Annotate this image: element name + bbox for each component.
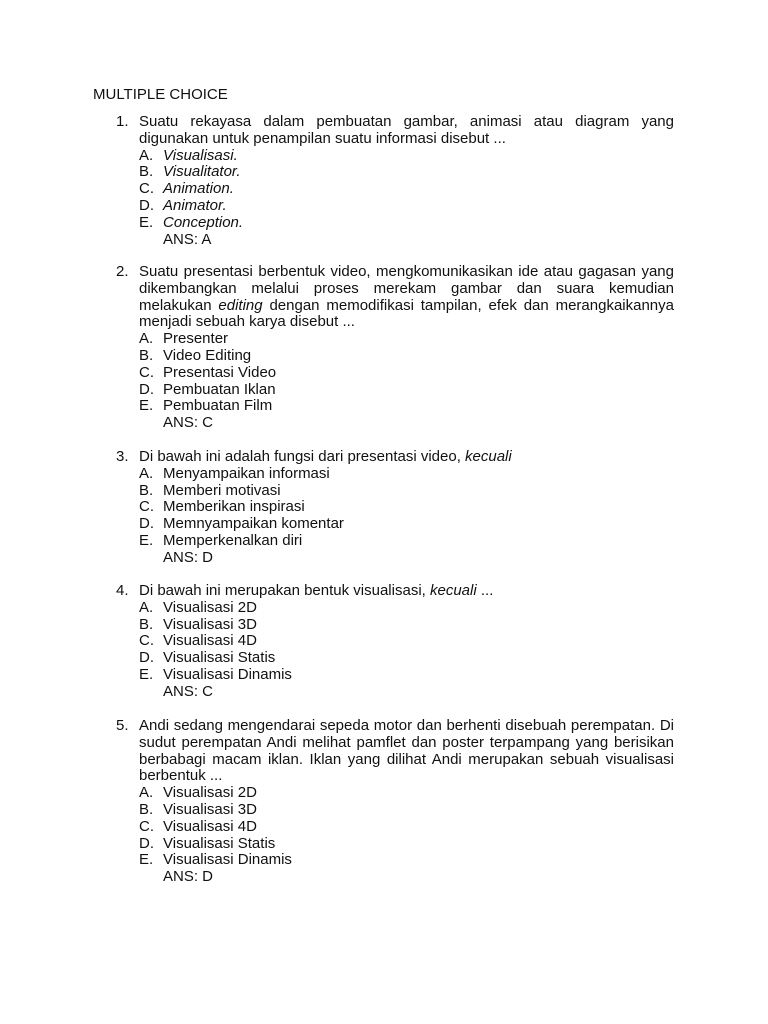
option-d: D. Animator. (139, 196, 227, 214)
options-list (116, 785, 674, 869)
question-text: Di bawah ini adalah fungsi dari presentasi video, kecuali (139, 448, 512, 465)
question-text: Di bawah ini merupakan bentuk visualisasi, kecuali ... (139, 582, 494, 599)
question-2 (116, 264, 674, 432)
options-list (116, 466, 674, 550)
question-text: Suatu presentasi berbentuk video, mengkomunikasikan ide atau gagasan yang dikembangkan melalui proses merekam gambar dan suara kemudian melakukan editing dengan memodifikasi tampilan, efek dan merangkaikannya menjadi sebuah karya disebut ... (139, 263, 674, 331)
question-1 (116, 114, 674, 248)
answer-key: ANS: C (163, 682, 214, 700)
option-e: E. Visualisasi Dinamis (139, 851, 292, 869)
options-list (116, 331, 674, 415)
option-b: B. Memberi motivasi (139, 481, 281, 499)
options-list (116, 600, 674, 684)
option-d: D. Memnyampaikan komentar (139, 515, 344, 533)
answer-key: ANS: D (163, 548, 214, 566)
option-e: E. Pembuatan Film (139, 397, 273, 415)
option-c: C. Memberikan inspirasi (139, 498, 305, 516)
option-d: D. Visualisasi Statis (139, 834, 276, 852)
answer-key: ANS: D (163, 868, 214, 886)
option-c: C. Visualisasi 4D (139, 632, 257, 650)
option-b: B. Video Editing (139, 346, 252, 364)
option-b: B. Visualisasi 3D (139, 800, 257, 818)
option-c: C. Visualisasi 4D (139, 817, 257, 835)
option-e: E. Conception. (139, 213, 244, 231)
option-c: C. Animation. (139, 180, 234, 198)
option-a: A. Visualisasi 2D (139, 598, 257, 616)
answer-key: ANS: C (163, 414, 214, 432)
option-c: C. Presentasi Video (139, 363, 277, 381)
option-a: A. Visualisasi 2D (139, 784, 257, 802)
option-b: B. Visualisasi 3D (139, 615, 257, 633)
question-number: 4. (116, 582, 129, 599)
question-4 (116, 583, 674, 701)
question-number: 3. (116, 448, 129, 465)
question-number: 1. (116, 113, 129, 130)
question-5 (116, 718, 674, 886)
option-d: D. Pembuatan Iklan (139, 380, 276, 398)
page-title: MULTIPLE CHOICE (93, 86, 228, 103)
options-list (116, 148, 674, 232)
option-a: A. Visualisasi. (139, 146, 238, 164)
question-text: Andi sedang mengendarai sepeda motor dan berhenti disebuah perempatan. Di sudut perempatan Andi melihat pamflet dan poster terpampang yang berisikan berbabagi macam iklan. Iklan yang dilihat Andi merupakan sebuah visualisasi berbentuk ... (139, 717, 674, 785)
option-b: B. Visualitator. (139, 163, 241, 181)
option-e: E. Memperkenalkan diri (139, 531, 303, 549)
question-3 (116, 449, 674, 567)
question-number: 5. (116, 717, 129, 734)
answer-key: ANS: A (163, 230, 212, 248)
option-a: A. Menyampaikan informasi (139, 464, 330, 482)
option-a: A. Presenter (139, 330, 229, 348)
option-d: D. Visualisasi Statis (139, 649, 276, 667)
option-e: E. Visualisasi Dinamis (139, 665, 292, 683)
question-text: Suatu rekayasa dalam pembuatan gambar, animasi atau diagram yang digunakan untuk penampilan suatu informasi disebut ... (139, 113, 674, 147)
question-number: 2. (116, 263, 129, 280)
